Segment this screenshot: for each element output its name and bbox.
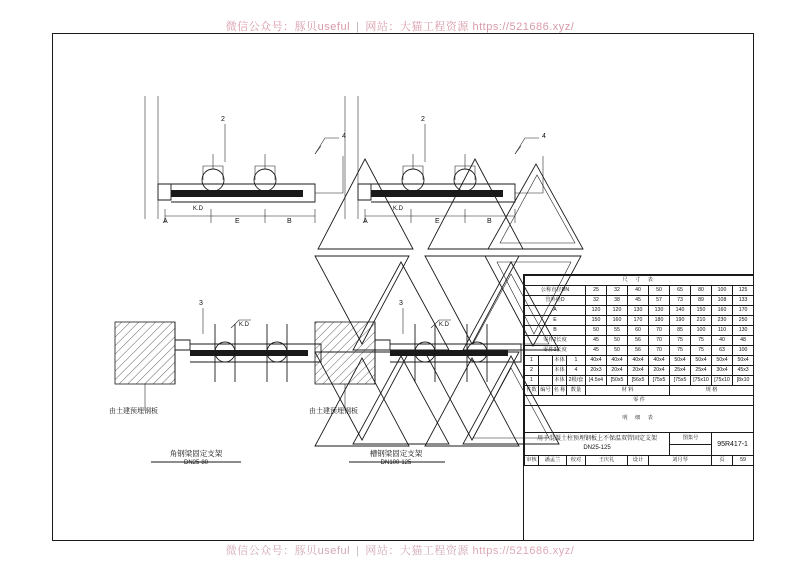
watermark-top [0,18,800,34]
spec-cell: 70 [649,326,670,336]
bom-spec: 50x4 [691,356,712,366]
bom-spec: 40x4 [649,356,670,366]
spec-cell: 190 [670,316,691,326]
checked-label: 校对 [567,456,586,466]
bom-spec: 20x4 [628,366,649,376]
dim-label-e: E [235,218,240,225]
dim-label-a: A [163,218,168,225]
spec-cell: 150 [586,316,607,326]
spec-row-d-label: 管外径D [525,296,586,306]
bom-name: 本体 [553,376,567,386]
spec-cell: 45 [586,346,607,356]
watermark-top-site-label: 网站： [365,21,400,33]
spec-table-title: 尺 寸 表 [525,276,754,286]
view-caption-left [131,448,261,466]
bom-spec: 20x3 [586,366,607,376]
spec-cell: 45 [628,296,649,306]
spec-row-part3 [525,346,754,356]
approved-label: 审核 [525,456,539,466]
svg-text:K.D: K.D [193,206,204,212]
bom-spec: [75x10 [691,376,712,386]
svg-text:2: 2 [221,116,225,123]
spec-cell: 50 [607,336,628,346]
bom-amount: 1 [567,356,586,366]
dim-label-a-right: A [363,218,368,225]
spec-cell: 75 [691,346,712,356]
spec-cell: 210 [691,316,712,326]
bom-spec: 50x4 [670,356,691,366]
spec-cell: 120 [586,306,607,316]
view-caption-left-sub: DN25-80 [183,460,208,466]
spec-cell: 56 [628,336,649,346]
spec-cell: 65 [670,286,691,296]
spec-row-e-label: E [525,316,586,326]
bom-col-material: 材 料 [586,386,670,396]
spec-cell: 57 [649,296,670,306]
spec-cell: 50 [586,326,607,336]
drawing-frame [52,33,754,541]
watermark-bottom-site-label: 网站： [365,545,400,557]
checked-name: 王庆礼 [586,456,628,466]
spec-row-dn [525,286,754,296]
spec-cell: 100 [712,286,733,296]
bom-row-3 [525,376,754,386]
bom-parts-label: 零 件 [525,396,754,406]
bom-spec: 40x4 [586,356,607,366]
bom-spec: 40x4 [628,356,649,366]
bom-qty: 1 [525,376,539,386]
svg-text:4: 4 [542,133,546,140]
drawing-name: 用于混凝土柱预埋钢板上不保温双管固定支架 [536,436,657,442]
spec-row-part3-label: 零件3长度 [525,346,586,356]
atlas-label: 图集号 [670,433,712,445]
embedded-plate-note-right: 由土建预埋钢板 [309,408,358,415]
spec-row-part2 [525,336,754,346]
spec-cell: 180 [649,316,670,326]
spec-cell: 63 [712,346,733,356]
svg-text:3: 3 [399,300,403,307]
spec-cell: 80 [691,286,712,296]
watermark-top-separator: | [356,21,360,33]
bom-spec: [75x10 [712,376,733,386]
spec-cell: 73 [670,296,691,306]
bom-col-amount: 数量 [567,386,586,396]
spec-cell: 55 [607,326,628,336]
spec-cell: 100 [691,326,712,336]
view-caption-right-sub: DN100-125 [380,460,412,466]
bom-amount: 2根/套 [567,376,586,386]
bom-col-no: 编号 [539,386,553,396]
view-caption-right [331,448,461,466]
watermark-bottom-site: 大猫工程资源 [399,545,469,557]
bom-amount: 4 [567,366,586,376]
spec-cell: 108 [712,296,733,306]
designer-name: 刘月琴 [649,456,712,466]
spec-cell: 150 [691,306,712,316]
bom-qty: 1 [525,356,539,366]
spec-cell: 230 [712,316,733,326]
bom-name: 本体 [553,366,567,376]
bom-col-name: 名 称 [553,386,567,396]
spec-cell: 120 [607,306,628,316]
watermark-top-site: 大猫工程资源 [399,21,469,33]
page-number: 59 [733,456,754,466]
bom-spec: 25x4 [691,366,712,376]
bom-no [539,376,553,386]
bom-col-spec: 规 格 [670,386,754,396]
spec-cell: 160 [712,306,733,316]
designer-label: 设计 [628,456,649,466]
svg-text:3: 3 [199,300,203,307]
bom-qty: 2 [525,366,539,376]
approved-name: 潘孟兰 [539,456,567,466]
bom-spec: 30x4 [712,366,733,376]
bom-row-2 [525,366,754,376]
bom-spec: [8x10 [733,376,754,386]
svg-text:K.D: K.D [439,322,450,328]
watermark-bottom [0,542,800,558]
drawing-name-cell [525,433,670,456]
spec-row-e [525,316,754,326]
bom-spec: [75x5 [649,376,670,386]
bom-spec: 20x4 [607,366,628,376]
bom-spec: 20x4 [649,366,670,376]
bom-no [539,366,553,376]
spec-cell: 130 [649,306,670,316]
spec-cell: 125 [733,286,754,296]
spec-cell: 50 [607,346,628,356]
svg-text:2: 2 [421,116,425,123]
spec-cell: 133 [733,296,754,306]
watermark-bottom-prefix: 微信公众号： [225,545,295,557]
bom-col-qty: 件数 [525,386,539,396]
drawing-name-sub: DN25-125 [583,445,611,451]
detail-table-title: 明 细 表 [525,406,754,433]
dim-label-b: B [287,218,292,225]
spec-table [524,275,754,466]
bom-spec: 25x4 [670,366,691,376]
spec-cell: 75 [670,346,691,356]
spec-cell: 70 [649,336,670,346]
signature-row [525,456,754,466]
watermark-top-url: https://521686.xyz/ [472,21,575,33]
spec-row-b [525,326,754,336]
bom-spec: [50x5 [607,376,628,386]
bom-name: 本体 [553,356,567,366]
spec-cell: 45 [586,336,607,346]
spec-cell: 75 [670,336,691,346]
spec-cell: 130 [733,326,754,336]
spec-row-dn-label: 公称直径DN [525,286,586,296]
bom-spec: 50x4 [712,356,733,366]
bom-no [539,356,553,366]
atlas-label-spacer [670,444,712,456]
svg-text:K.D: K.D [393,206,404,212]
spec-row-b-label: B [525,326,586,336]
bom-header-row [525,386,754,396]
spec-cell: 50 [649,286,670,296]
drawing-canvas [53,34,753,540]
title-block [523,274,753,540]
spec-cell: 32 [607,286,628,296]
spec-cell: 25 [586,286,607,296]
spec-row-a-label: A [525,306,586,316]
bom-parts-row [525,396,754,406]
watermark-top-account: 豚贝useful [294,21,351,33]
spec-cell: 60 [628,326,649,336]
spec-cell: 110 [712,326,733,336]
bom-spec: 40x4 [607,356,628,366]
svg-text:4: 4 [342,133,346,140]
spec-cell: 48 [733,336,754,346]
atlas-number: 95R417-1 [712,433,754,456]
spec-row-part2-label: 零件2长度 [525,336,586,346]
spec-row-d [525,296,754,306]
spec-cell: 70 [649,346,670,356]
bom-spec: [75x5 [670,376,691,386]
view-caption-left-title: 角钢梁固定支架 [169,449,223,458]
embedded-plate-note-left: 由土建预埋钢板 [109,408,158,415]
bom-row-1 [525,356,754,366]
spec-cell: 160 [607,316,628,326]
spec-cell: 100 [733,346,754,356]
bom-spec: 50x4 [733,356,754,366]
spec-cell: 40 [712,336,733,346]
spec-cell: 130 [628,306,649,316]
watermark-bottom-account: 豚贝useful [294,545,351,557]
watermark-top-prefix: 微信公众号： [225,21,295,33]
spec-cell: 140 [670,306,691,316]
watermark-bottom-url: https://521686.xyz/ [472,545,575,557]
spec-cell: 40 [628,286,649,296]
bom-spec: 45x3 [733,366,754,376]
view-caption-right-title: 槽钢梁固定支架 [369,449,423,458]
spec-cell: 38 [607,296,628,306]
spec-row-a [525,306,754,316]
spec-cell: 170 [628,316,649,326]
spec-cell: 32 [586,296,607,306]
spec-cell: 75 [691,336,712,346]
spec-cell: 250 [733,316,754,326]
spec-cell: 170 [733,306,754,316]
watermark-bottom-separator: | [356,545,360,557]
svg-text:K.D: K.D [239,322,250,328]
spec-cell: 85 [670,326,691,336]
dim-label-b-right: B [487,218,492,225]
bom-spec: [56x5 [628,376,649,386]
dim-label-e-right: E [435,218,440,225]
spec-cell: 89 [691,296,712,306]
page-label: 页 [712,456,733,466]
spec-cell: 56 [628,346,649,356]
bom-spec: [4.5x4 [586,376,607,386]
